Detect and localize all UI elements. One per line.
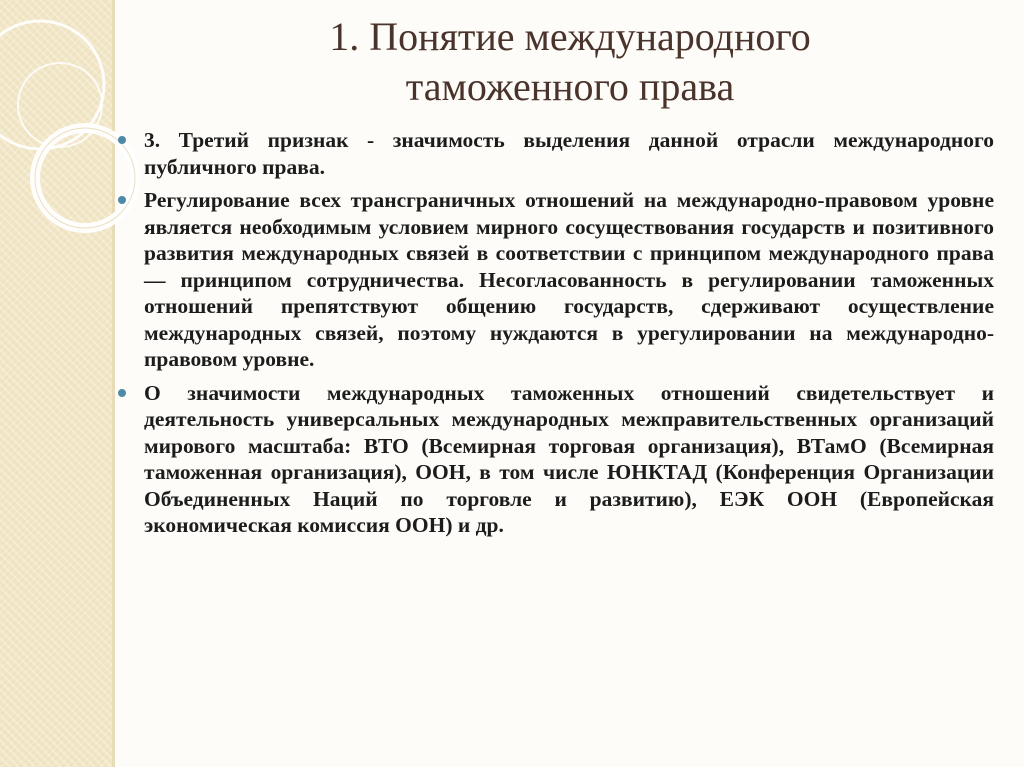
bullet-dot-icon (118, 196, 126, 204)
bullet-text: О значимости международных таможенных отношений свидетельствует и деятельность универсальных международных межправительственных организаций мирового масштаба: ВТО (Всемирная торговая организация), ВТамО (Всемирная таможенная организация), ООН, в том числе ЮНКТАД (Конференция Организации Объединенных Наций по торговле и развитию), ЕЭК ООН (Европейская экономическая комиссия ООН) и др. (144, 380, 994, 537)
bullet-text: Регулирование всех трансграничных отношений на международно-правовом уровне является необходимым условием мирного сосуществования государств и позитивного развития международных связей в соответствии с принципом международного права — принципом сотрудничества. Несогласованность в регулировании таможенных отношений препятствуют общению государств, сдерживают осуществление международных связей, поэтому нуждаются в урегулировании на международно-правовом уровне. (144, 188, 994, 371)
bullet-dot-icon (118, 389, 126, 397)
bullet-list (118, 127, 994, 546)
bullet-dot-icon (118, 136, 126, 144)
bullet-text: 3. Третий признак - значимость выделения данной отрасли международного публичного права. (144, 128, 994, 179)
slide-title-line: 1. Понятие международного (329, 14, 811, 59)
bullet-item (118, 380, 994, 539)
bullet-item (118, 127, 994, 180)
slide-title (150, 12, 990, 112)
slide-title-line: таможенного права (405, 64, 735, 109)
bullet-item (118, 187, 994, 373)
